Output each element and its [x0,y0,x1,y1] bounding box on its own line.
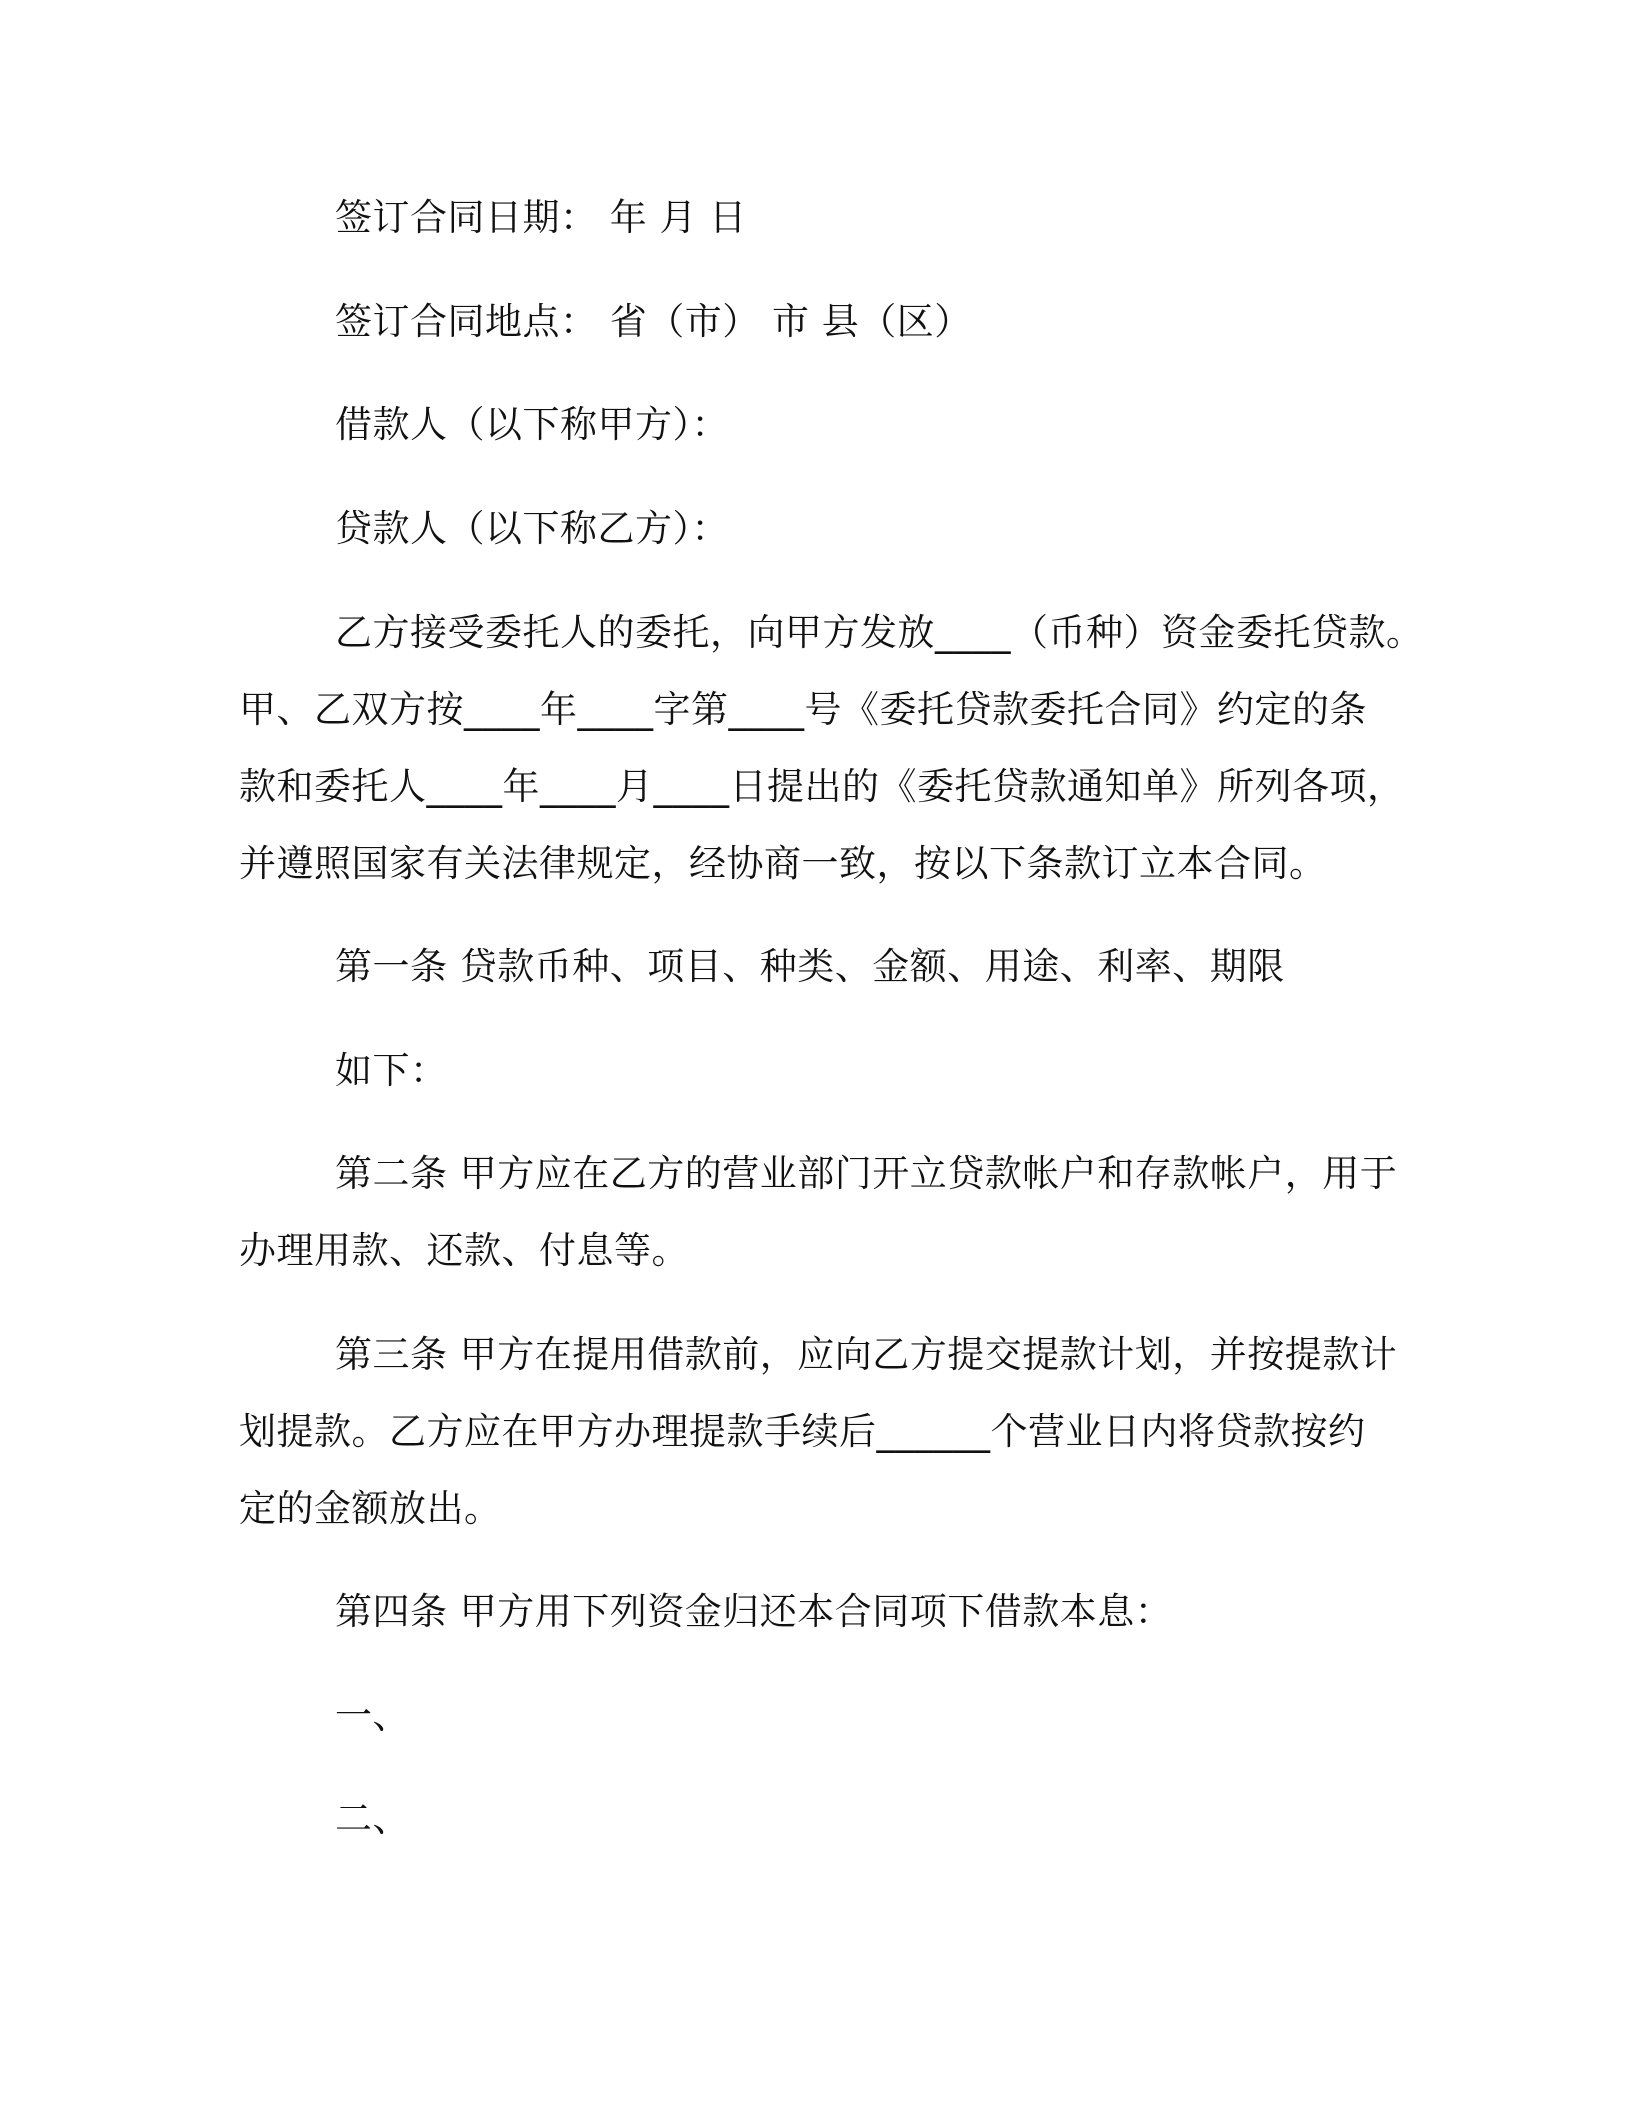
preamble-line-3: 款和委托人____年____月____日提出的《委托贷款通知单》所列各项， [239,765,1405,808]
article-1-heading: 第一条 贷款币种、项目、种类、金额、用途、利率、期限 [335,945,1285,988]
preamble-line-1: 乙方接受委托人的委托，向甲方发放____（币种）资金委托贷款。 [335,611,1424,654]
lender-line: 贷款人（以下称乙方）： [335,507,729,550]
borrower-line: 借款人（以下称甲方）： [335,403,729,446]
article-4-item-1: 一、 [335,1694,410,1737]
article-2-line-1: 第二条 甲方应在乙方的营业部门开立贷款帐户和存款帐户，用于 [335,1152,1398,1195]
article-3-line-1: 第三条 甲方在提用借款前，应向乙方提交提款计划，并按提款计 [335,1333,1398,1376]
article-4-item-2: 二、 [335,1797,410,1840]
preamble-line-4: 并遵照国家有关法律规定，经协商一致，按以下条款订立本合同。 [239,842,1327,885]
preamble-line-2: 甲、乙双方按____年____字第____号《委托贷款委托合同》约定的条 [239,688,1367,731]
article-2-line-2: 办理用款、还款、付息等。 [239,1229,689,1272]
article-1-follow: 如下： [335,1049,448,1092]
signing-date-line: 签订合同日期： 年 月 日 [335,196,747,239]
article-3-line-2: 划提款。乙方应在甲方办理提款手续后______个营业日内将贷款按约 [239,1410,1366,1453]
signing-place-line: 签订合同地点： 省（市） 市 县（区） [335,300,972,343]
article-3-line-3: 定的金额放出。 [239,1487,502,1530]
article-4-heading: 第四条 甲方用下列资金归还本合同项下借款本息： [335,1590,1173,1633]
